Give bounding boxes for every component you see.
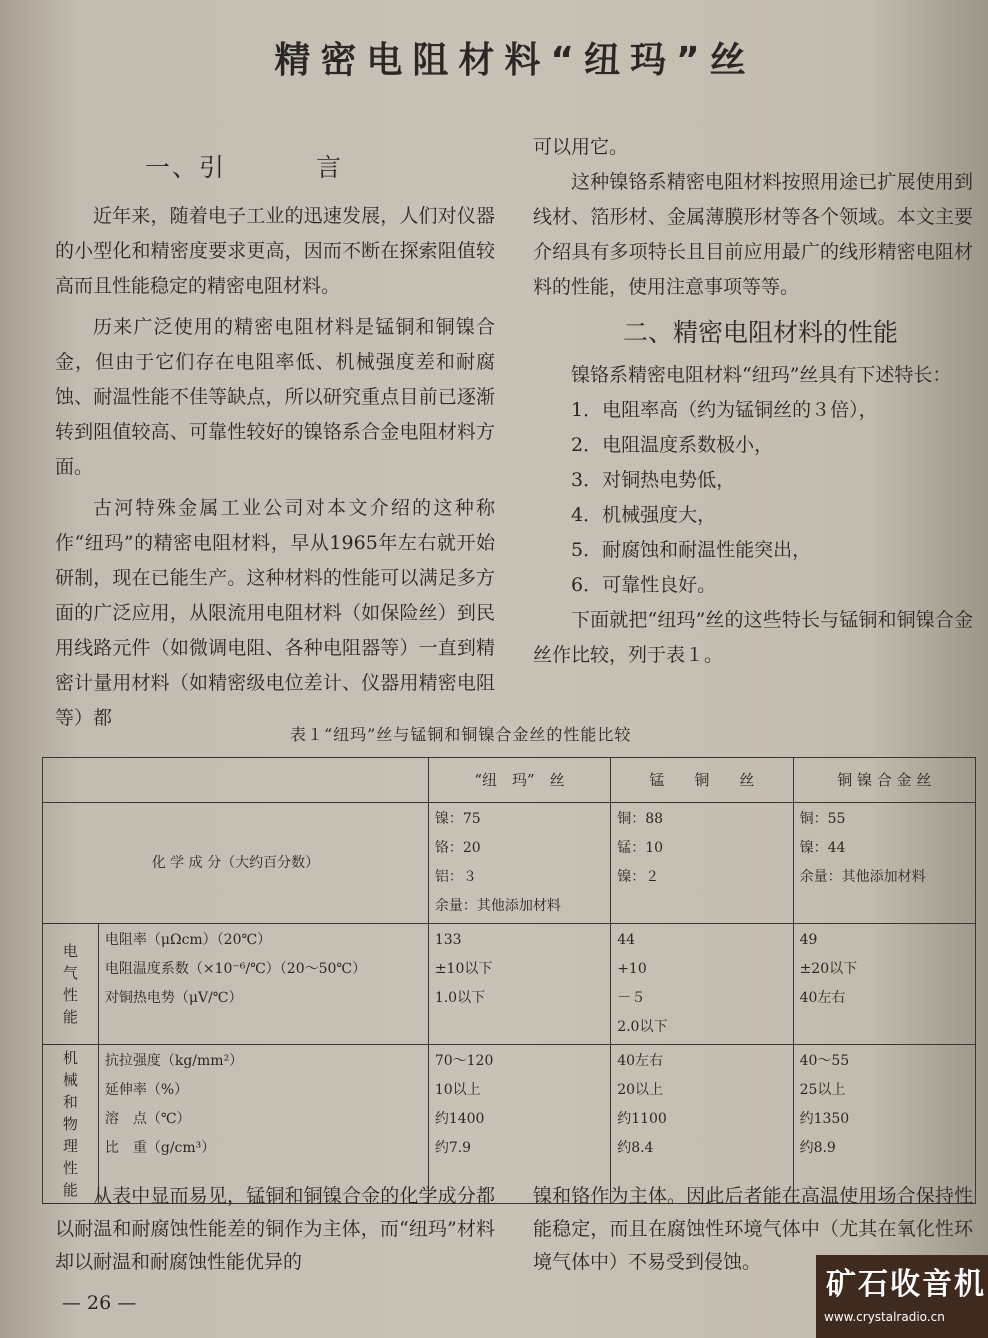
table-cell: 44 +10 －５ 2.0以下 xyxy=(611,924,793,1045)
paragraph: 镍铬系精密电阻材料“纽玛”丝具有下述特长： xyxy=(571,364,952,386)
table-header-row xyxy=(43,758,976,803)
list-item: 3．对铜热电势低， xyxy=(571,469,736,491)
paragraph: 下面就把“纽玛”丝的这些特长与锰铜和铜镍合金丝作比较，列于表１。 xyxy=(533,609,973,666)
watermark-url: www.crystalradio.cn xyxy=(824,1310,945,1324)
watermark-title: 矿石收音机 xyxy=(826,1267,986,1302)
table-cell: 70～120 10以上 约1400 约7.9 xyxy=(428,1045,610,1204)
header-constantan: 铜 镍 合 金 丝 xyxy=(793,758,975,803)
property-labels: 抗拉强度（kg/mm²） 延伸率（%） 溶 点（℃） 比 重（g/cm³） xyxy=(98,1045,428,1204)
paragraph: 镍和铬作为主体。因此后者能在高温使用场合保持性能稳定，而且在腐蚀性环境气体中（尤其在氧化性环境气体中）不易受到侵蚀。 xyxy=(533,1185,973,1273)
section-word: 言 xyxy=(316,153,344,182)
header-manganin: 锰 铜 丝 xyxy=(611,758,793,803)
paragraph-continuation: 可以用它。 xyxy=(533,136,629,158)
right-column xyxy=(533,130,973,673)
table-row xyxy=(43,924,976,1045)
left-column xyxy=(55,150,495,736)
group-label-mechanical: 机 械 和 物 理 性 能 xyxy=(43,1045,99,1204)
paragraph: 历来广泛使用的精密电阻材料是锰铜和铜镍合金，但由于它们存在电阻率低、机械强度差和耐腐蚀、耐温性能不佳等缺点，所以研究重点目前已逐渐转到阻值较高、可靠性较好的镍铬系合金电阻材料方面。 xyxy=(55,316,495,478)
section-number: 一、引 xyxy=(145,153,227,182)
list-item: 4．机械强度大， xyxy=(571,504,717,526)
table-cell: 铜：55 镍：44 余量：其他添加材料 xyxy=(793,803,975,924)
article-title: 精密电阻材料“纽玛”丝 xyxy=(274,40,756,81)
table-cell: 40～55 25以上 约1350 约8.9 xyxy=(793,1045,975,1204)
table-cell: 镍：75 铬：20 铝：３ 余量：其他添加材料 xyxy=(428,803,610,924)
list-item: 1．电阻率高（约为锰铜丝的３倍）， xyxy=(571,399,878,421)
table-caption: 表１“纽玛”丝与锰铜和铜镍合金丝的性能比较 xyxy=(290,725,632,744)
table-row xyxy=(43,803,976,924)
table-cell: 40左右 20以上 约1100 约8.4 xyxy=(611,1045,793,1204)
group-label-electrical: 电 气 性 能 xyxy=(43,924,99,1045)
section-heading-properties: 二、精密电阻材料的性能 xyxy=(623,318,899,347)
table-cell: 49 ±20以下 40左右 xyxy=(793,924,975,1045)
list-item: 6．可靠性良好。 xyxy=(571,574,717,596)
table-cell: 133 ±10以下 1.0以下 xyxy=(428,924,610,1045)
list-item: 5．耐腐蚀和耐温性能突出， xyxy=(571,539,812,561)
paragraph: 近年来，随着电子工业的迅速发展，人们对仪器的小型化和精密度要求更高，因而不断在探索阻值较高而且性能稳定的精密电阻材料。 xyxy=(55,205,495,297)
list-item: 2．电阻温度系数极小， xyxy=(571,434,774,456)
page-number: — 26 — xyxy=(62,1292,137,1314)
header-numa: “纽 玛” 丝 xyxy=(428,758,610,803)
watermark-logo xyxy=(816,1255,988,1338)
comparison-table xyxy=(42,757,976,1204)
section-heading-intro xyxy=(145,150,495,185)
paragraph: 从表中显而易见，锰铜和铜镍合金的化学成分都以耐温和耐腐蚀性能差的铜作为主体，而“纽玛”材料却以耐温和耐腐蚀性能优异的 xyxy=(55,1185,495,1273)
paragraph: 古河特殊金属工业公司对本文介绍的这种称作“纽玛”的精密电阻材料，早从1965年左右就开始研制，现在已能生产。这种材料的性能可以满足多方面的广泛应用，从限流用电阻材料（如保险丝）到民用线路元件（如微调电阻、各种电阻器等）一直到精密计量用材料（如精密级电位差计、仪器用精密电阻等）都 xyxy=(55,497,495,729)
header-blank-cell xyxy=(43,758,429,803)
property-labels: 电阻率（μΩcm）（20℃） 电阻温度系数（×10⁻⁶/℃）（20～50℃） 对铜热电势（μV/℃） xyxy=(98,924,428,1045)
paragraph: 这种镍铬系精密电阻材料按照用途已扩展使用到线材、箔形材、金属薄膜形材等各个领域。本文主要介绍具有多项特长且目前应用最广的线形精密电阻材料的性能，使用注意事项等等。 xyxy=(533,171,973,298)
composition-label: 化 学 成 分（大约百分数） xyxy=(43,803,429,924)
table-cell: 铜：88 锰：10 镍：２ xyxy=(611,803,793,924)
